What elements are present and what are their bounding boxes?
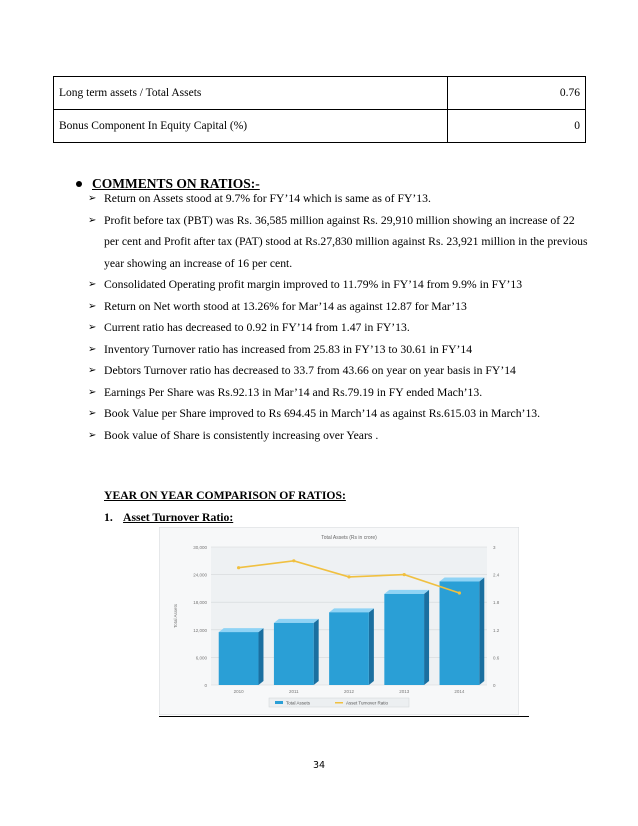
asset-turnover-chart (159, 527, 519, 715)
arrow-bullet-icon: ➢ (88, 300, 97, 312)
x-tick-label: 2013 (399, 689, 410, 694)
list-item (88, 317, 588, 339)
comment-text: Inventory Turnover ratio has increased from 25.83 in FY’13 to 30.61 in FY’14 (104, 342, 473, 356)
list-item (88, 360, 588, 382)
ratio-table (53, 76, 586, 143)
comments-list (88, 188, 588, 446)
section-title: YEAR ON YEAR COMPARISON OF RATIOS: (104, 489, 346, 502)
legend-swatch-asset-turnover (335, 702, 343, 704)
bar-side (424, 590, 429, 685)
bar-top (440, 578, 485, 582)
bar-side (479, 578, 484, 686)
bar-side (369, 608, 374, 685)
bullet-icon (76, 181, 82, 187)
comment-text: Profit before tax (PBT) was Rs. 36,585 million against Rs. 29,910 million showing an increase of 22 per cent and Profit after tax (PAT) stood at Rs.27,830 million against Rs. 23,921 million in the previous year showing an increase of 16 per cent. (104, 213, 588, 270)
subsection-number: 1. (104, 511, 113, 524)
y-tick-label: 6,000 (195, 655, 207, 661)
table-row (54, 110, 586, 143)
comment-text: Return on Assets stood at 9.7% for FY’14 which is same as of FY’13. (104, 192, 431, 205)
x-tick-label: 2014 (454, 689, 465, 694)
legend-label: Asset Turnover Ratio (346, 700, 389, 706)
bar-side (314, 619, 319, 685)
y-tick-label: 0 (204, 683, 207, 688)
list-item (88, 274, 588, 296)
y-tick-label: 24,000 (193, 572, 207, 578)
comment-text: Consolidated Operating profit margin improved to 11.79% in FY’14 from 9.9% in FY’13 (104, 278, 523, 291)
line-point (292, 559, 295, 562)
page-number: 34 (312, 760, 326, 771)
line-point (403, 573, 406, 576)
line-point (237, 566, 240, 569)
bar-top (219, 628, 264, 632)
list-item (88, 210, 588, 275)
chart-title: Total Assets (Rs in crore) (321, 535, 377, 541)
y2-tick-label: 0 (493, 683, 496, 688)
arrow-bullet-icon: ➢ (88, 365, 97, 376)
y2-tick-label: 0.6 (493, 655, 500, 661)
list-item (88, 425, 588, 447)
arrow-bullet-icon: ➢ (88, 408, 97, 419)
y2-tick-label: 2.4 (493, 572, 500, 578)
bar (329, 612, 369, 685)
arrow-bullet-icon: ➢ (88, 279, 97, 290)
bar (440, 582, 480, 686)
bar (219, 632, 259, 685)
comment-text: Return on Net worth stood at 13.26% for Mar’14 as against 12.87 for Mar’13 (104, 299, 467, 313)
comment-text: Earnings Per Share was Rs.92.13 in Mar’14 and Rs.79.19 in FY ended Mach’13. (104, 385, 483, 399)
line-point (347, 575, 350, 578)
legend-swatch-total-assets (275, 701, 283, 704)
subsection-title (104, 511, 233, 524)
comment-text: Book value of Share is consistently increasing over Years . (104, 428, 379, 442)
chart-underline (159, 716, 529, 717)
y2-tick-label: 1.8 (493, 600, 500, 606)
list-item (88, 188, 588, 210)
bar (274, 623, 314, 685)
ratio-value: 0.76 (448, 77, 586, 110)
x-tick-label: 2012 (343, 689, 355, 694)
comment-text: Book Value per Share improved to Rs 694.45 in March’14 as against Rs.615.03 in March’13. (104, 407, 541, 420)
y-axis-label: Total Assets (173, 603, 178, 629)
y2-tick-label: 3 (493, 545, 496, 550)
list-item (88, 382, 588, 404)
list-item (88, 403, 588, 425)
comments-heading-text: COMMENTS ON RATIOS:- (92, 176, 260, 191)
arrow-bullet-icon: ➢ (88, 322, 97, 333)
subsection-text: Asset Turnover Ratio: (123, 511, 234, 524)
bar (384, 594, 424, 685)
comment-text: Current ratio has decreased to 0.92 in FY’14 from 1.47 in FY’13. (104, 321, 410, 334)
arrow-bullet-icon: ➢ (88, 429, 97, 441)
x-tick-label: 2011 (288, 689, 299, 694)
line-point (458, 591, 461, 594)
bar-top (329, 608, 374, 612)
list-item (88, 296, 588, 318)
arrow-bullet-icon: ➢ (88, 343, 97, 355)
x-tick-label: 2010 (233, 689, 244, 694)
bar-top (274, 619, 319, 623)
legend-label: Total Assets (286, 700, 311, 706)
y-tick-label: 12,000 (193, 627, 207, 633)
y-tick-label: 18,000 (193, 600, 207, 606)
y2-tick-label: 1.2 (493, 627, 500, 633)
arrow-bullet-icon: ➢ (88, 193, 97, 204)
ratio-value: 0 (448, 110, 586, 143)
y-tick-label: 30,000 (193, 545, 207, 550)
arrow-bullet-icon: ➢ (88, 386, 97, 398)
table-row (54, 77, 586, 110)
list-item (88, 339, 588, 361)
ratio-label: Long term assets / Total Assets (54, 77, 448, 110)
arrow-bullet-icon: ➢ (88, 214, 97, 226)
comment-text: Debtors Turnover ratio has decreased to 33.7 from 43.66 on year on year basis in FY’14 (104, 364, 516, 377)
bar-top (384, 590, 429, 594)
bar-side (258, 628, 263, 685)
ratio-label: Bonus Component In Equity Capital (%) (54, 110, 448, 143)
